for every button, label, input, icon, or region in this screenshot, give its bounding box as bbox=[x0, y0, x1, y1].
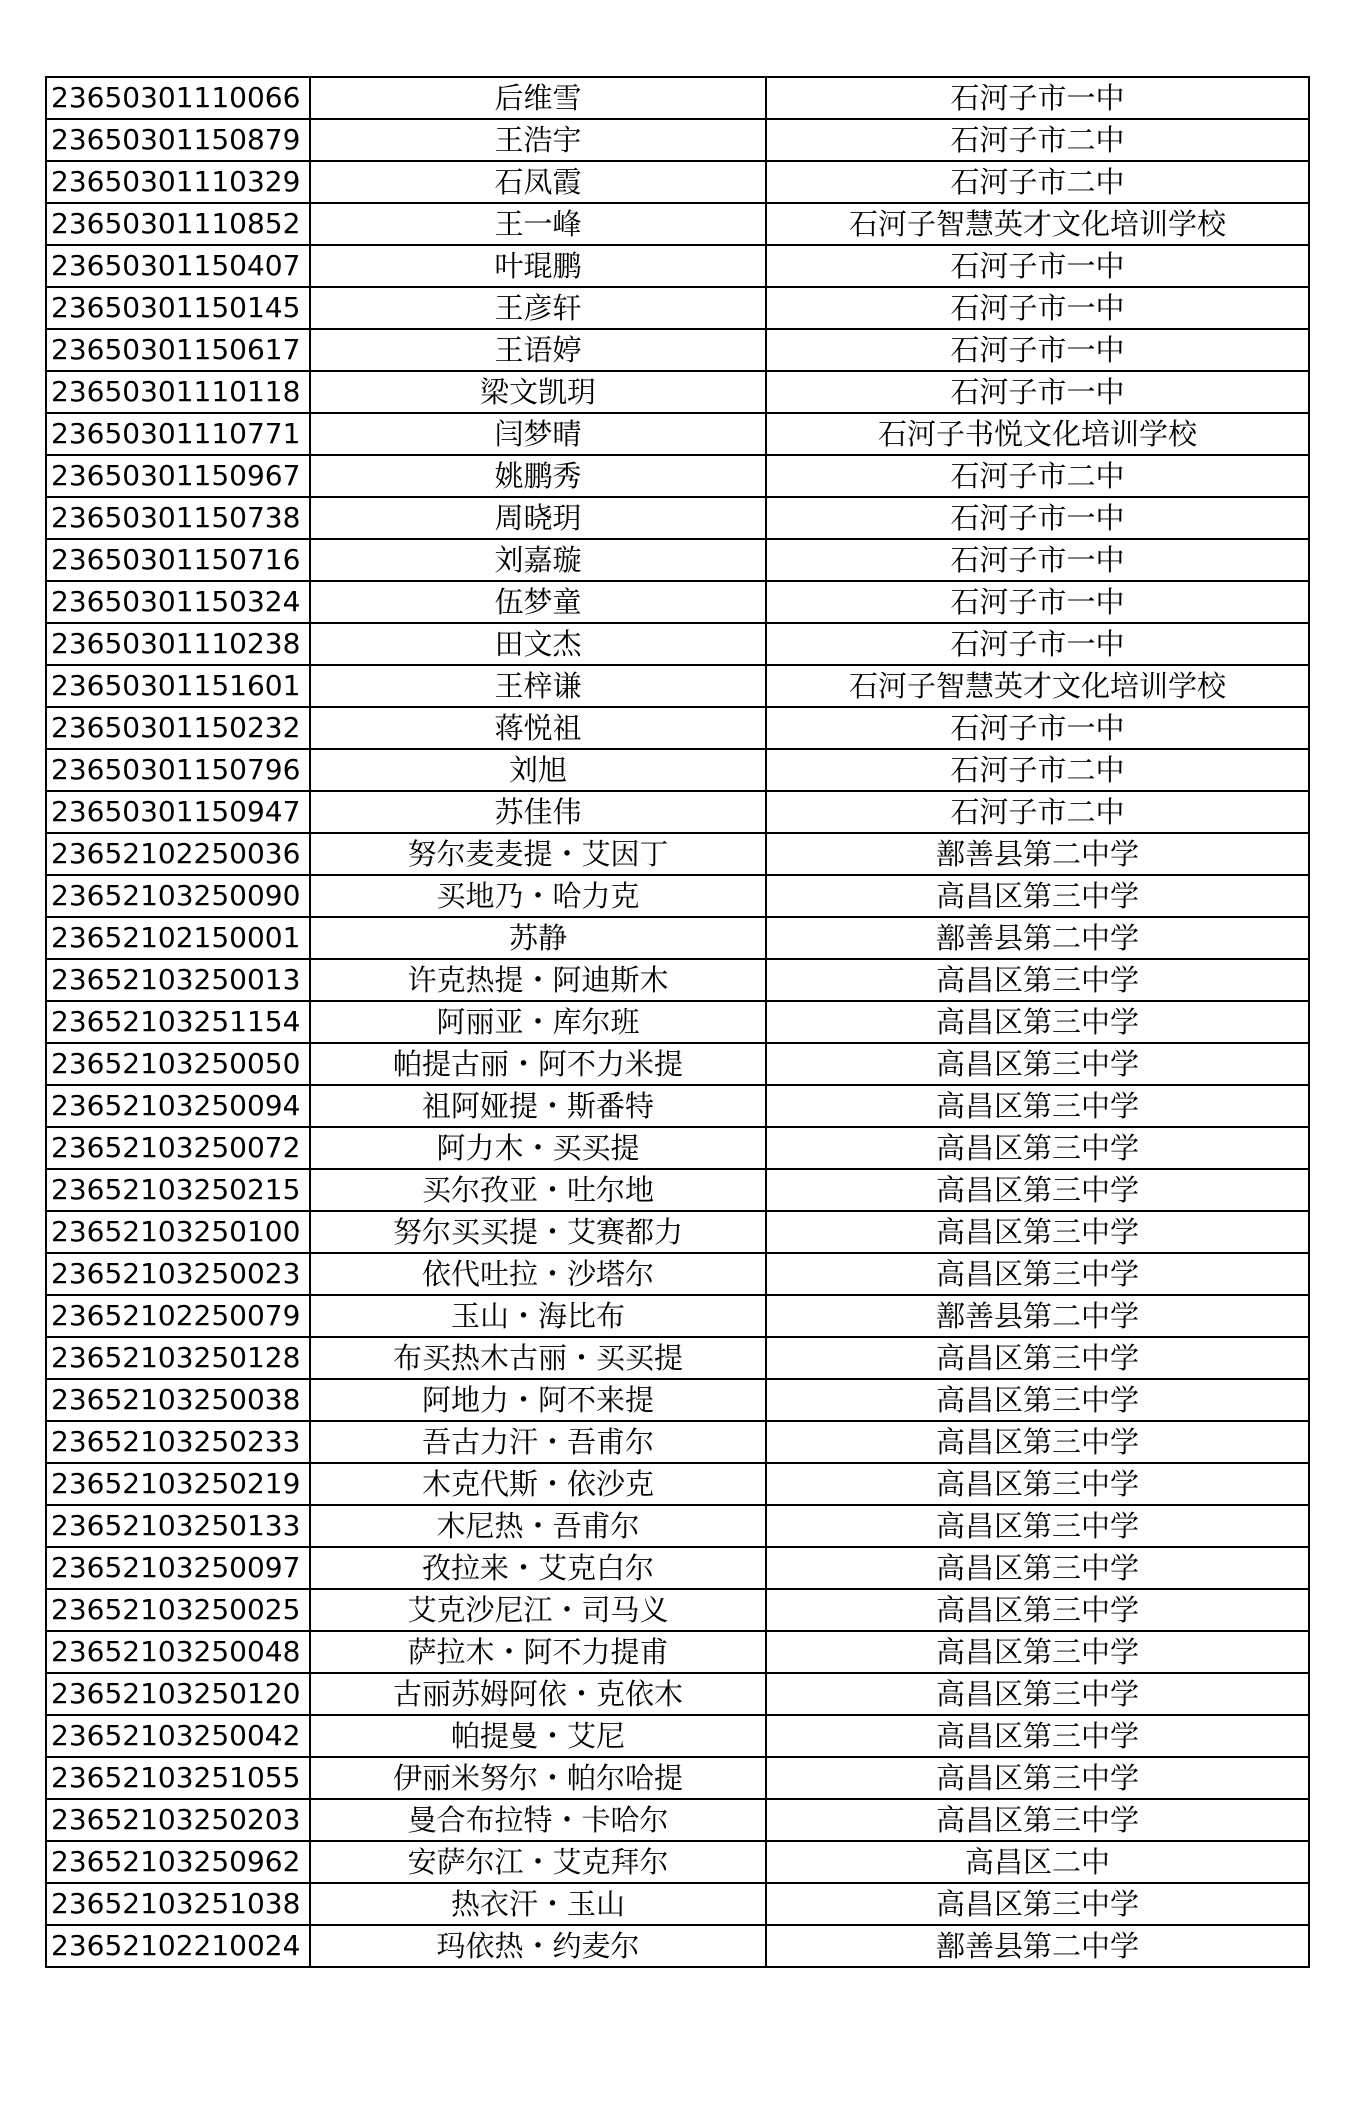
student-name-cell: 依代吐拉・沙塔尔 bbox=[310, 1253, 766, 1295]
table-row bbox=[46, 1715, 1309, 1757]
candidate-id-cell: 23650301150716 bbox=[46, 539, 310, 581]
table-row bbox=[46, 1295, 1309, 1337]
table-row bbox=[46, 581, 1309, 623]
candidate-id-cell: 23652103250100 bbox=[46, 1211, 310, 1253]
student-name-cell: 阿力木・买买提 bbox=[310, 1127, 766, 1169]
candidate-id-cell: 23652103250023 bbox=[46, 1253, 310, 1295]
candidate-id-cell: 23650301151601 bbox=[46, 665, 310, 707]
school-name-cell: 石河子市一中 bbox=[766, 287, 1309, 329]
table-row bbox=[46, 539, 1309, 581]
school-name-cell: 高昌区第三中学 bbox=[766, 1001, 1309, 1043]
candidate-id-cell: 23650301150738 bbox=[46, 497, 310, 539]
table-row bbox=[46, 1169, 1309, 1211]
student-name-cell: 买尔孜亚・吐尔地 bbox=[310, 1169, 766, 1211]
table-row bbox=[46, 371, 1309, 413]
candidate-id-cell: 23650301150407 bbox=[46, 245, 310, 287]
table-row bbox=[46, 1673, 1309, 1715]
table-row bbox=[46, 791, 1309, 833]
table-row bbox=[46, 1001, 1309, 1043]
candidate-id-cell: 23650301110329 bbox=[46, 161, 310, 203]
table-row bbox=[46, 665, 1309, 707]
student-name-cell: 布买热木古丽・买买提 bbox=[310, 1337, 766, 1379]
candidate-id-cell: 23652103250050 bbox=[46, 1043, 310, 1085]
candidate-id-cell: 23652103250094 bbox=[46, 1085, 310, 1127]
school-name-cell: 石河子市一中 bbox=[766, 329, 1309, 371]
student-name-cell: 阿地力・阿不来提 bbox=[310, 1379, 766, 1421]
candidate-id-cell: 23652103250233 bbox=[46, 1421, 310, 1463]
student-name-cell: 帕提古丽・阿不力米提 bbox=[310, 1043, 766, 1085]
student-name-cell: 蒋悦祖 bbox=[310, 707, 766, 749]
candidate-id-cell: 23652103250215 bbox=[46, 1169, 310, 1211]
candidate-id-cell: 23650301110771 bbox=[46, 413, 310, 455]
candidate-id-cell: 23652103250038 bbox=[46, 1379, 310, 1421]
school-name-cell: 石河子市一中 bbox=[766, 539, 1309, 581]
candidate-id-cell: 23652103250042 bbox=[46, 1715, 310, 1757]
table-row bbox=[46, 1547, 1309, 1589]
table-row bbox=[46, 413, 1309, 455]
school-name-cell: 石河子书悦文化培训学校 bbox=[766, 413, 1309, 455]
table-row bbox=[46, 1589, 1309, 1631]
school-name-cell: 石河子市二中 bbox=[766, 119, 1309, 161]
candidate-id-cell: 23650301110238 bbox=[46, 623, 310, 665]
student-name-cell: 伊丽米努尔・帕尔哈提 bbox=[310, 1757, 766, 1799]
school-name-cell: 鄯善县第二中学 bbox=[766, 1925, 1309, 1967]
school-name-cell: 高昌区第三中学 bbox=[766, 1253, 1309, 1295]
candidate-id-cell: 23650301110852 bbox=[46, 203, 310, 245]
candidate-id-cell: 23652103250072 bbox=[46, 1127, 310, 1169]
student-name-cell: 安萨尔江・艾克拜尔 bbox=[310, 1841, 766, 1883]
student-name-cell: 王一峰 bbox=[310, 203, 766, 245]
student-name-cell: 祖阿娅提・斯番特 bbox=[310, 1085, 766, 1127]
student-name-cell: 田文杰 bbox=[310, 623, 766, 665]
student-name-cell: 古丽苏姆阿依・克依木 bbox=[310, 1673, 766, 1715]
student-name-cell: 许克热提・阿迪斯木 bbox=[310, 959, 766, 1001]
candidate-id-cell: 23652102150001 bbox=[46, 917, 310, 959]
student-name-cell: 苏佳伟 bbox=[310, 791, 766, 833]
student-name-cell: 后维雪 bbox=[310, 77, 766, 119]
candidate-id-cell: 23652103250128 bbox=[46, 1337, 310, 1379]
school-name-cell: 鄯善县第二中学 bbox=[766, 833, 1309, 875]
school-name-cell: 高昌区第三中学 bbox=[766, 1211, 1309, 1253]
student-name-cell: 帕提曼・艾尼 bbox=[310, 1715, 766, 1757]
table-row bbox=[46, 1757, 1309, 1799]
student-name-cell: 梁文凯玥 bbox=[310, 371, 766, 413]
student-name-cell: 买地乃・哈力克 bbox=[310, 875, 766, 917]
candidate-id-cell: 23650301150947 bbox=[46, 791, 310, 833]
table-row bbox=[46, 875, 1309, 917]
table-row bbox=[46, 497, 1309, 539]
table-row bbox=[46, 1883, 1309, 1925]
student-name-cell: 王梓谦 bbox=[310, 665, 766, 707]
school-name-cell: 高昌区第三中学 bbox=[766, 1589, 1309, 1631]
table-row bbox=[46, 1925, 1309, 1967]
school-name-cell: 高昌区第三中学 bbox=[766, 1715, 1309, 1757]
candidate-id-cell: 23652103250097 bbox=[46, 1547, 310, 1589]
candidate-id-cell: 23652102210024 bbox=[46, 1925, 310, 1967]
candidate-id-cell: 23652103250013 bbox=[46, 959, 310, 1001]
school-name-cell: 石河子智慧英才文化培训学校 bbox=[766, 665, 1309, 707]
table-row bbox=[46, 455, 1309, 497]
school-name-cell: 高昌区第三中学 bbox=[766, 1337, 1309, 1379]
school-name-cell: 高昌区第三中学 bbox=[766, 1043, 1309, 1085]
table-row bbox=[46, 203, 1309, 245]
candidate-id-cell: 23652102250079 bbox=[46, 1295, 310, 1337]
school-name-cell: 高昌区第三中学 bbox=[766, 1631, 1309, 1673]
school-name-cell: 石河子智慧英才文化培训学校 bbox=[766, 203, 1309, 245]
candidate-id-cell: 23652103250962 bbox=[46, 1841, 310, 1883]
student-name-cell: 苏静 bbox=[310, 917, 766, 959]
school-name-cell: 高昌区第三中学 bbox=[766, 1169, 1309, 1211]
candidate-id-cell: 23650301110118 bbox=[46, 371, 310, 413]
candidate-id-cell: 23652103250203 bbox=[46, 1799, 310, 1841]
candidate-id-cell: 23652103250219 bbox=[46, 1463, 310, 1505]
school-name-cell: 石河子市一中 bbox=[766, 707, 1309, 749]
student-name-cell: 刘嘉璇 bbox=[310, 539, 766, 581]
table-row bbox=[46, 1253, 1309, 1295]
table-row bbox=[46, 1379, 1309, 1421]
table-row bbox=[46, 1043, 1309, 1085]
student-name-cell: 闫梦晴 bbox=[310, 413, 766, 455]
school-name-cell: 高昌区第三中学 bbox=[766, 1547, 1309, 1589]
school-name-cell: 高昌区第三中学 bbox=[766, 1085, 1309, 1127]
school-name-cell: 鄯善县第二中学 bbox=[766, 917, 1309, 959]
table-row bbox=[46, 833, 1309, 875]
school-name-cell: 石河子市一中 bbox=[766, 77, 1309, 119]
candidate-id-cell: 23650301110066 bbox=[46, 77, 310, 119]
school-name-cell: 高昌区第三中学 bbox=[766, 1757, 1309, 1799]
table-row bbox=[46, 1337, 1309, 1379]
table-row bbox=[46, 245, 1309, 287]
table-row bbox=[46, 161, 1309, 203]
candidate-id-cell: 23650301150617 bbox=[46, 329, 310, 371]
student-name-cell: 周晓玥 bbox=[310, 497, 766, 539]
school-name-cell: 高昌区第三中学 bbox=[766, 1883, 1309, 1925]
table-row bbox=[46, 1505, 1309, 1547]
school-name-cell: 高昌区第三中学 bbox=[766, 1505, 1309, 1547]
candidate-id-cell: 23650301150232 bbox=[46, 707, 310, 749]
table-row bbox=[46, 287, 1309, 329]
candidate-id-cell: 23652103250120 bbox=[46, 1673, 310, 1715]
student-name-cell: 叶琨鹏 bbox=[310, 245, 766, 287]
student-name-cell: 萨拉木・阿不力提甫 bbox=[310, 1631, 766, 1673]
student-name-cell: 木克代斯・依沙克 bbox=[310, 1463, 766, 1505]
school-name-cell: 石河子市一中 bbox=[766, 245, 1309, 287]
student-name-cell: 热衣汗・玉山 bbox=[310, 1883, 766, 1925]
candidate-id-cell: 23652103251055 bbox=[46, 1757, 310, 1799]
school-name-cell: 高昌区第三中学 bbox=[766, 1463, 1309, 1505]
school-name-cell: 高昌区第三中学 bbox=[766, 1421, 1309, 1463]
table-row bbox=[46, 1463, 1309, 1505]
student-name-cell: 王语婷 bbox=[310, 329, 766, 371]
student-name-cell: 姚鹏秀 bbox=[310, 455, 766, 497]
student-name-cell: 刘旭 bbox=[310, 749, 766, 791]
student-name-cell: 石凤霞 bbox=[310, 161, 766, 203]
student-name-cell: 曼合布拉特・卡哈尔 bbox=[310, 1799, 766, 1841]
candidate-id-cell: 23652102250036 bbox=[46, 833, 310, 875]
student-name-cell: 玉山・海比布 bbox=[310, 1295, 766, 1337]
school-name-cell: 石河子市一中 bbox=[766, 581, 1309, 623]
student-name-cell: 吾古力汗・吾甫尔 bbox=[310, 1421, 766, 1463]
student-name-cell: 孜拉来・艾克白尔 bbox=[310, 1547, 766, 1589]
table-row bbox=[46, 1841, 1309, 1883]
candidate-id-cell: 23650301150145 bbox=[46, 287, 310, 329]
school-name-cell: 石河子市一中 bbox=[766, 623, 1309, 665]
student-name-cell: 王彦轩 bbox=[310, 287, 766, 329]
table-row bbox=[46, 1085, 1309, 1127]
table-row bbox=[46, 77, 1309, 119]
school-name-cell: 石河子市二中 bbox=[766, 749, 1309, 791]
school-name-cell: 高昌区第三中学 bbox=[766, 1127, 1309, 1169]
candidate-id-cell: 23652103251154 bbox=[46, 1001, 310, 1043]
school-name-cell: 石河子市二中 bbox=[766, 161, 1309, 203]
student-name-cell: 玛依热・约麦尔 bbox=[310, 1925, 766, 1967]
candidate-id-cell: 23650301150967 bbox=[46, 455, 310, 497]
table-row bbox=[46, 623, 1309, 665]
school-name-cell: 石河子市二中 bbox=[766, 455, 1309, 497]
student-name-cell: 伍梦童 bbox=[310, 581, 766, 623]
school-name-cell: 高昌区第三中学 bbox=[766, 1673, 1309, 1715]
candidate-id-cell: 23650301150324 bbox=[46, 581, 310, 623]
school-name-cell: 石河子市一中 bbox=[766, 371, 1309, 413]
table-row bbox=[46, 917, 1309, 959]
school-name-cell: 石河子市一中 bbox=[766, 497, 1309, 539]
table-row bbox=[46, 749, 1309, 791]
candidate-id-cell: 23652103250133 bbox=[46, 1505, 310, 1547]
school-name-cell: 高昌区第三中学 bbox=[766, 875, 1309, 917]
table-row bbox=[46, 1127, 1309, 1169]
table-row bbox=[46, 1799, 1309, 1841]
school-name-cell: 高昌区第三中学 bbox=[766, 959, 1309, 1001]
student-name-cell: 艾克沙尼江・司马义 bbox=[310, 1589, 766, 1631]
roster-body bbox=[46, 77, 1309, 1967]
table-row bbox=[46, 1211, 1309, 1253]
table-row bbox=[46, 119, 1309, 161]
candidate-id-cell: 23650301150879 bbox=[46, 119, 310, 161]
table-row bbox=[46, 1631, 1309, 1673]
student-name-cell: 木尼热・吾甫尔 bbox=[310, 1505, 766, 1547]
candidate-id-cell: 23652103251038 bbox=[46, 1883, 310, 1925]
candidate-id-cell: 23652103250090 bbox=[46, 875, 310, 917]
school-name-cell: 石河子市二中 bbox=[766, 791, 1309, 833]
student-name-cell: 努尔麦麦提・艾因丁 bbox=[310, 833, 766, 875]
table-row bbox=[46, 1421, 1309, 1463]
candidate-id-cell: 23652103250025 bbox=[46, 1589, 310, 1631]
school-name-cell: 高昌区第三中学 bbox=[766, 1799, 1309, 1841]
student-name-cell: 王浩宇 bbox=[310, 119, 766, 161]
student-name-cell: 努尔买买提・艾赛都力 bbox=[310, 1211, 766, 1253]
student-name-cell: 阿丽亚・库尔班 bbox=[310, 1001, 766, 1043]
table-row bbox=[46, 329, 1309, 371]
school-name-cell: 高昌区第三中学 bbox=[766, 1379, 1309, 1421]
roster-table bbox=[45, 76, 1310, 1968]
school-name-cell: 鄯善县第二中学 bbox=[766, 1295, 1309, 1337]
table-row bbox=[46, 707, 1309, 749]
table-row bbox=[46, 959, 1309, 1001]
candidate-id-cell: 23650301150796 bbox=[46, 749, 310, 791]
school-name-cell: 高昌区二中 bbox=[766, 1841, 1309, 1883]
candidate-id-cell: 23652103250048 bbox=[46, 1631, 310, 1673]
